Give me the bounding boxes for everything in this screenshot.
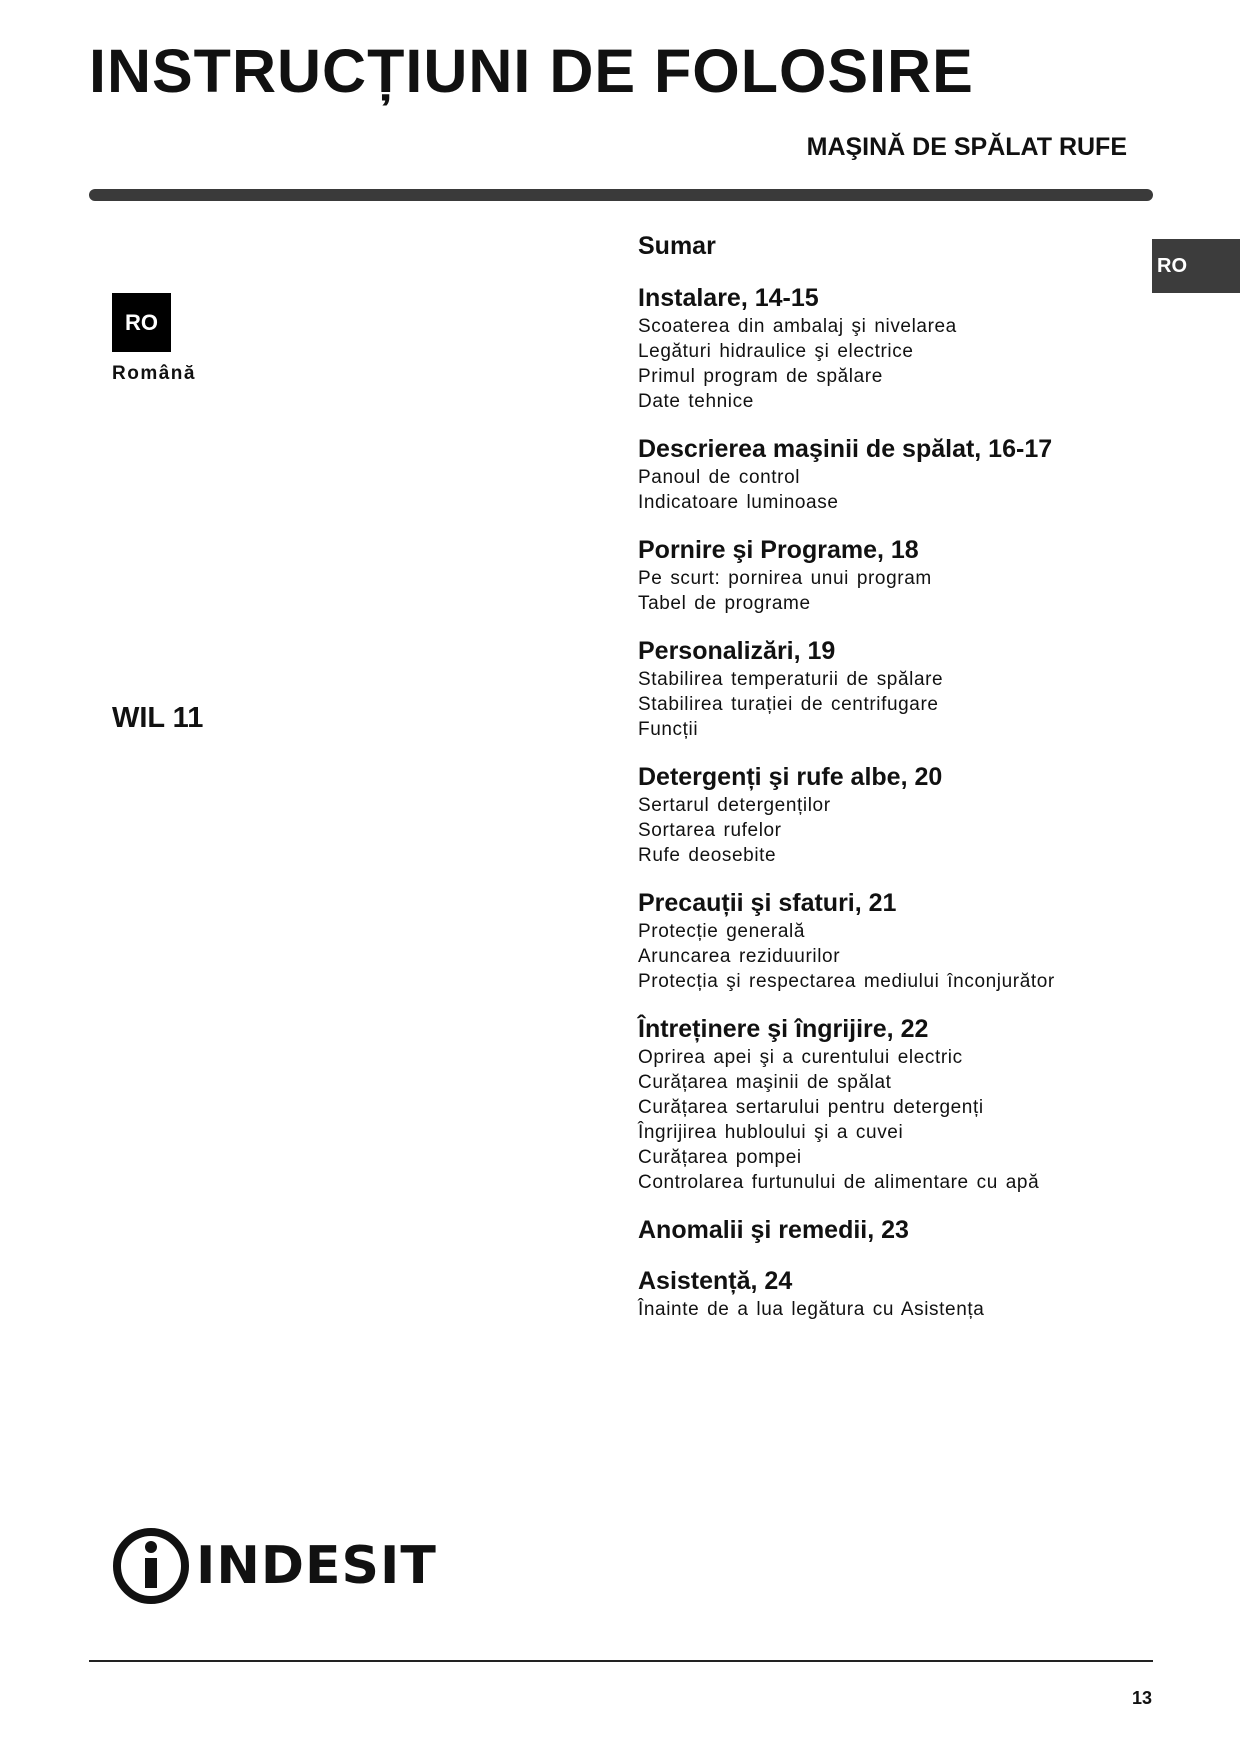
brand-logo bbox=[112, 1526, 437, 1606]
toc-section-title: Pornire şi Programe, 18 bbox=[638, 536, 919, 564]
model-name: WIL 11 bbox=[112, 702, 204, 734]
toc-item: Stabilirea temperaturii de spălare bbox=[638, 669, 944, 690]
toc-section-title: Precauții şi sfaturi, 21 bbox=[638, 889, 897, 917]
toc-section bbox=[638, 1214, 1158, 1246]
toc-section bbox=[638, 635, 1158, 742]
toc-item: Funcții bbox=[638, 719, 699, 740]
toc-sections bbox=[638, 282, 1158, 1322]
toc-section bbox=[638, 887, 1158, 994]
indesit-logo-icon bbox=[112, 1527, 190, 1605]
toc-item: Legături hidraulice şi electrice bbox=[638, 341, 914, 362]
toc-item: Protecția şi respectarea mediului înconjurător bbox=[638, 971, 1055, 992]
toc-item: Îngrijirea hubloului şi a cuvei bbox=[638, 1122, 904, 1143]
toc-item: Curățarea maşinii de spălat bbox=[638, 1072, 892, 1093]
toc-item: Curățarea sertarului pentru detergenți bbox=[638, 1097, 984, 1118]
toc-item: Controlarea furtunului de alimentare cu apă bbox=[638, 1172, 1040, 1193]
toc-section bbox=[638, 1265, 1158, 1322]
toc-section-title: Instalare, 14-15 bbox=[638, 284, 819, 312]
toc-item: Sortarea rufelor bbox=[638, 820, 782, 841]
toc-section bbox=[638, 433, 1158, 515]
toc-item: Sertarul detergenților bbox=[638, 795, 831, 816]
product-subtitle: MAŞINĂ DE SPĂLAT RUFE bbox=[806, 133, 1127, 161]
toc-section-title: Asistență, 24 bbox=[638, 1267, 793, 1295]
toc-item: Oprirea apei şi a curentului electric bbox=[638, 1047, 963, 1068]
toc-section-title: Descrierea maşinii de spălat, 16-17 bbox=[638, 435, 1053, 463]
language-name: Română bbox=[112, 363, 196, 384]
toc-item: Date tehnice bbox=[638, 391, 754, 412]
toc-item: Aruncarea reziduurilor bbox=[638, 946, 841, 967]
toc-item: Înainte de a lua legătura cu Asistența bbox=[638, 1299, 985, 1320]
footer-divider bbox=[89, 1660, 1153, 1662]
toc-item: Curățarea pompei bbox=[638, 1147, 802, 1168]
language-side-tab: RO bbox=[1152, 239, 1240, 293]
toc-item: Scoaterea din ambalaj şi nivelarea bbox=[638, 316, 957, 337]
toc-section-title: Anomalii şi remedii, 23 bbox=[638, 1216, 909, 1244]
toc-item: Primul program de spălare bbox=[638, 366, 883, 387]
toc-heading: Sumar bbox=[638, 232, 716, 260]
toc-item: Protecție generală bbox=[638, 921, 806, 942]
language-code-badge: RO bbox=[112, 293, 171, 352]
toc-item: Indicatoare luminoase bbox=[638, 492, 839, 513]
toc-section bbox=[638, 1013, 1158, 1195]
toc-item: Panoul de control bbox=[638, 467, 801, 488]
toc-item: Pe scurt: pornirea unui program bbox=[638, 568, 932, 589]
toc-section bbox=[638, 534, 1158, 616]
toc-section bbox=[638, 282, 1158, 414]
toc-section bbox=[638, 761, 1158, 868]
toc-section-title: Personalizări, 19 bbox=[638, 637, 836, 665]
toc-item: Tabel de programe bbox=[638, 593, 811, 614]
page-number: 13 bbox=[1131, 1688, 1152, 1708]
page-title: INSTRUCȚIUNI DE FOLOSIRE bbox=[89, 37, 974, 105]
header-divider bbox=[89, 189, 1153, 201]
toc-section-title: Întreținere şi îngrijire, 22 bbox=[638, 1015, 929, 1043]
toc-section-title: Detergenți şi rufe albe, 20 bbox=[638, 763, 943, 791]
brand-name: INDESIT bbox=[196, 1536, 437, 1596]
toc-item: Stabilirea turației de centrifugare bbox=[638, 694, 939, 715]
table-of-contents bbox=[638, 230, 1158, 1341]
toc-item: Rufe deosebite bbox=[638, 845, 777, 866]
